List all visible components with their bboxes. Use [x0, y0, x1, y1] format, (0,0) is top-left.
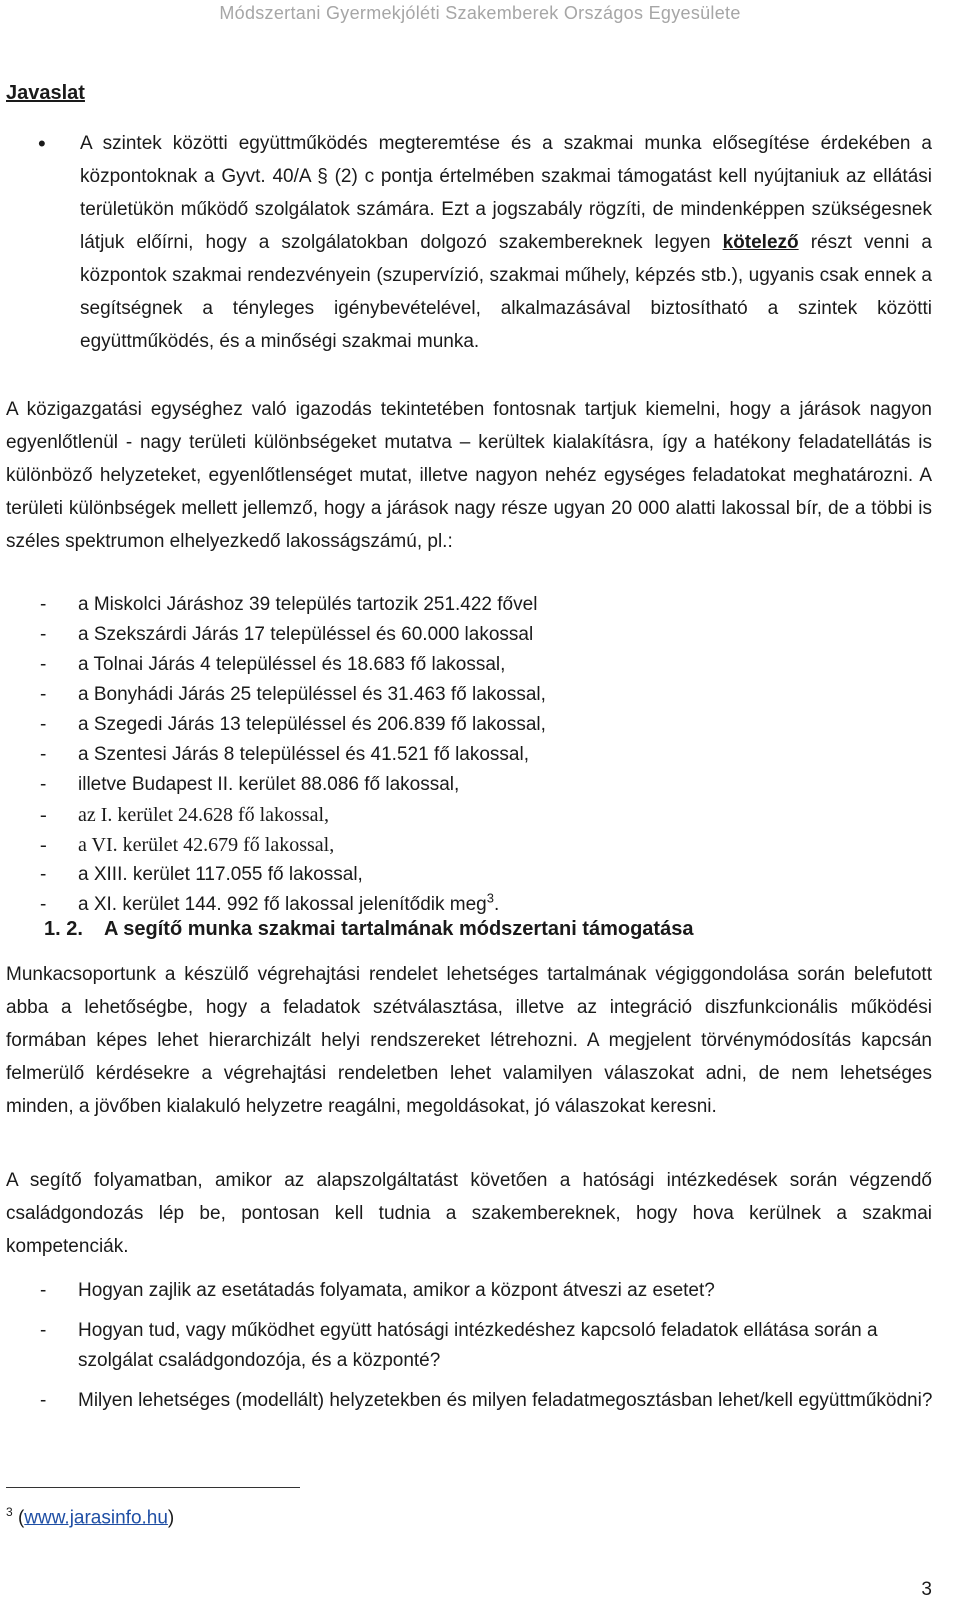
list-item: - a XIII. kerület 117.055 fő lakossal, — [40, 864, 363, 885]
list-item: - Hogyan zajlik az esetátadás folyamata, amikor a központ átveszi az esetet? — [40, 1280, 715, 1301]
list-item: - a XI. kerület 144. 992 fő lakossal jelenítődik meg$^3$. — [40, 890, 500, 915]
subheading — [44, 915, 693, 943]
subheading-title: A segítő munka szakmai tartalmának módszertani támogatása — [104, 918, 694, 940]
footnote-link[interactable]: www.jarasinfo.hu — [24, 1507, 168, 1529]
district-list — [40, 590, 920, 920]
bullet-text-part2: részt venni a központok szakmai rendezvényein (szupervízió, szakmai műhely, képzés stb.), ugyanis csak ennek a segítségnek a tényleges igénybevételével, alkalmazásával biztosítható a szintek közötti együttműködés, és a minőségi szakmai munka. — [80, 232, 932, 352]
bullet-icon: • — [38, 131, 46, 156]
page-number: 3 — [921, 1579, 932, 1600]
footnote-ref: 3 — [486, 890, 494, 906]
list-item: - a Tolnai Járás 4 településsel és 18.683 fő lakossal, — [40, 654, 506, 675]
section-title: Javaslat — [6, 82, 85, 104]
list-item: - a Miskolci Járáshoz 39 település tartozik 251.422 fővel — [40, 594, 538, 615]
bullet-text-part1: A szintek közötti együttműködés megteremtése és a szakmai munka elősegítése érdekében a központoknak a Gyvt. 40/A § (2) c pontja értelmében szakmai támogatást kell nyújtaniuk az ellátási területükön működő szolgálatok számára. Ezt a jogszabály rögzíti, de mindenképpen szükségesnek látjuk előírni, hogy a szolgálatokban dolgozó szakembereknek legyen — [80, 133, 932, 253]
list-item: - az I. kerület 24.628 fő lakossal, — [40, 804, 330, 826]
list-item: - illetve Budapest II. kerület 88.086 fő lakossal, — [40, 774, 460, 795]
proposal-bullet — [80, 127, 932, 358]
paragraph-working-group: Munkacsoportunk a készülő végrehajtási rendelet lehetséges tartalmának végiggondolása során belefutott abba a lehetőségbe, hogy a feladatok szétválasztása, illetve az integráció diszfunkcionális működési formában képes lehet hierarchizált helyi rendszereket létrehozni. A megjelent törvénymódosítás kapcsán felmerülő kérdésekre a végrehajtási rendeletben lehet valamilyen válaszokat adni, de nem lehetséges minden, a jövőben kialakuló helyzetre reagálni, megoldásokat, jó válaszokat keresni. — [6, 964, 932, 1117]
subheading-number: 1. 2. — [44, 918, 83, 940]
list-item: - a Szentesi Járás 8 településsel és 41.521 fő lakossal, — [40, 744, 529, 765]
list-item: - a Szekszárdi Járás 17 településsel és 60.000 lakossal — [40, 624, 534, 645]
paragraph-helping-process: A segítő folyamatban, amikor az alapszolgáltatást követően a hatósági intézkedések során végzendő családgondozás lép be, pontosan kell tudnia a szakembereknek, hogy hova kerülnek a szakmai kompetenciák. — [6, 1170, 932, 1257]
footnote: $^3$ (www.jarasinfo.hu) — [6, 1505, 175, 1529]
question-list — [40, 1276, 934, 1426]
list-item: - a VI. kerület 42.679 fő lakossal, — [40, 834, 335, 856]
list-item: - Milyen lehetséges (modellált) helyzetekben és milyen feladatmegosztásban lehet/kell együttműködni? — [40, 1390, 933, 1411]
footnote-divider — [6, 1487, 300, 1488]
footnote-marker: 3 — [6, 1505, 13, 1519]
emphasis-mandatory: kötelező — [722, 232, 799, 253]
paragraph-administrative-units: A közigazgatási egységhez való igazodás tekintetében fontosnak tartjuk kiemelni, hogy a járások nagyon egyenlőtlenül - nagy területi különbségeket mutatva – kerültek kialakításra, így a hatékony feladatellátás is különböző helyzeteket, egyenlőtlenséget mutat, illetve nagyon nehéz egységes feladatokat meghatározni. A területi különbségek mellett jellemző, hogy a járások nagy része ugyan 20 000 alatti lakossal bír, de a többi is széles spektrumon elhelyezkedő lakosságszámú, pl.: — [6, 399, 932, 552]
list-item: - a Szegedi Járás 13 településsel és 206.839 fő lakossal, — [40, 714, 546, 735]
list-item: - Hogyan tud, vagy működhet együtt hatósági intézkedéshez kapcsoló feladatok ellátása során a szolgálat családgondozója, és a központé? — [40, 1320, 878, 1371]
list-item: - a Bonyhádi Járás 25 településsel és 31.463 fő lakossal, — [40, 684, 546, 705]
page-header: Módszertani Gyermekjóléti Szakemberek Országos Egyesülete — [219, 3, 741, 23]
